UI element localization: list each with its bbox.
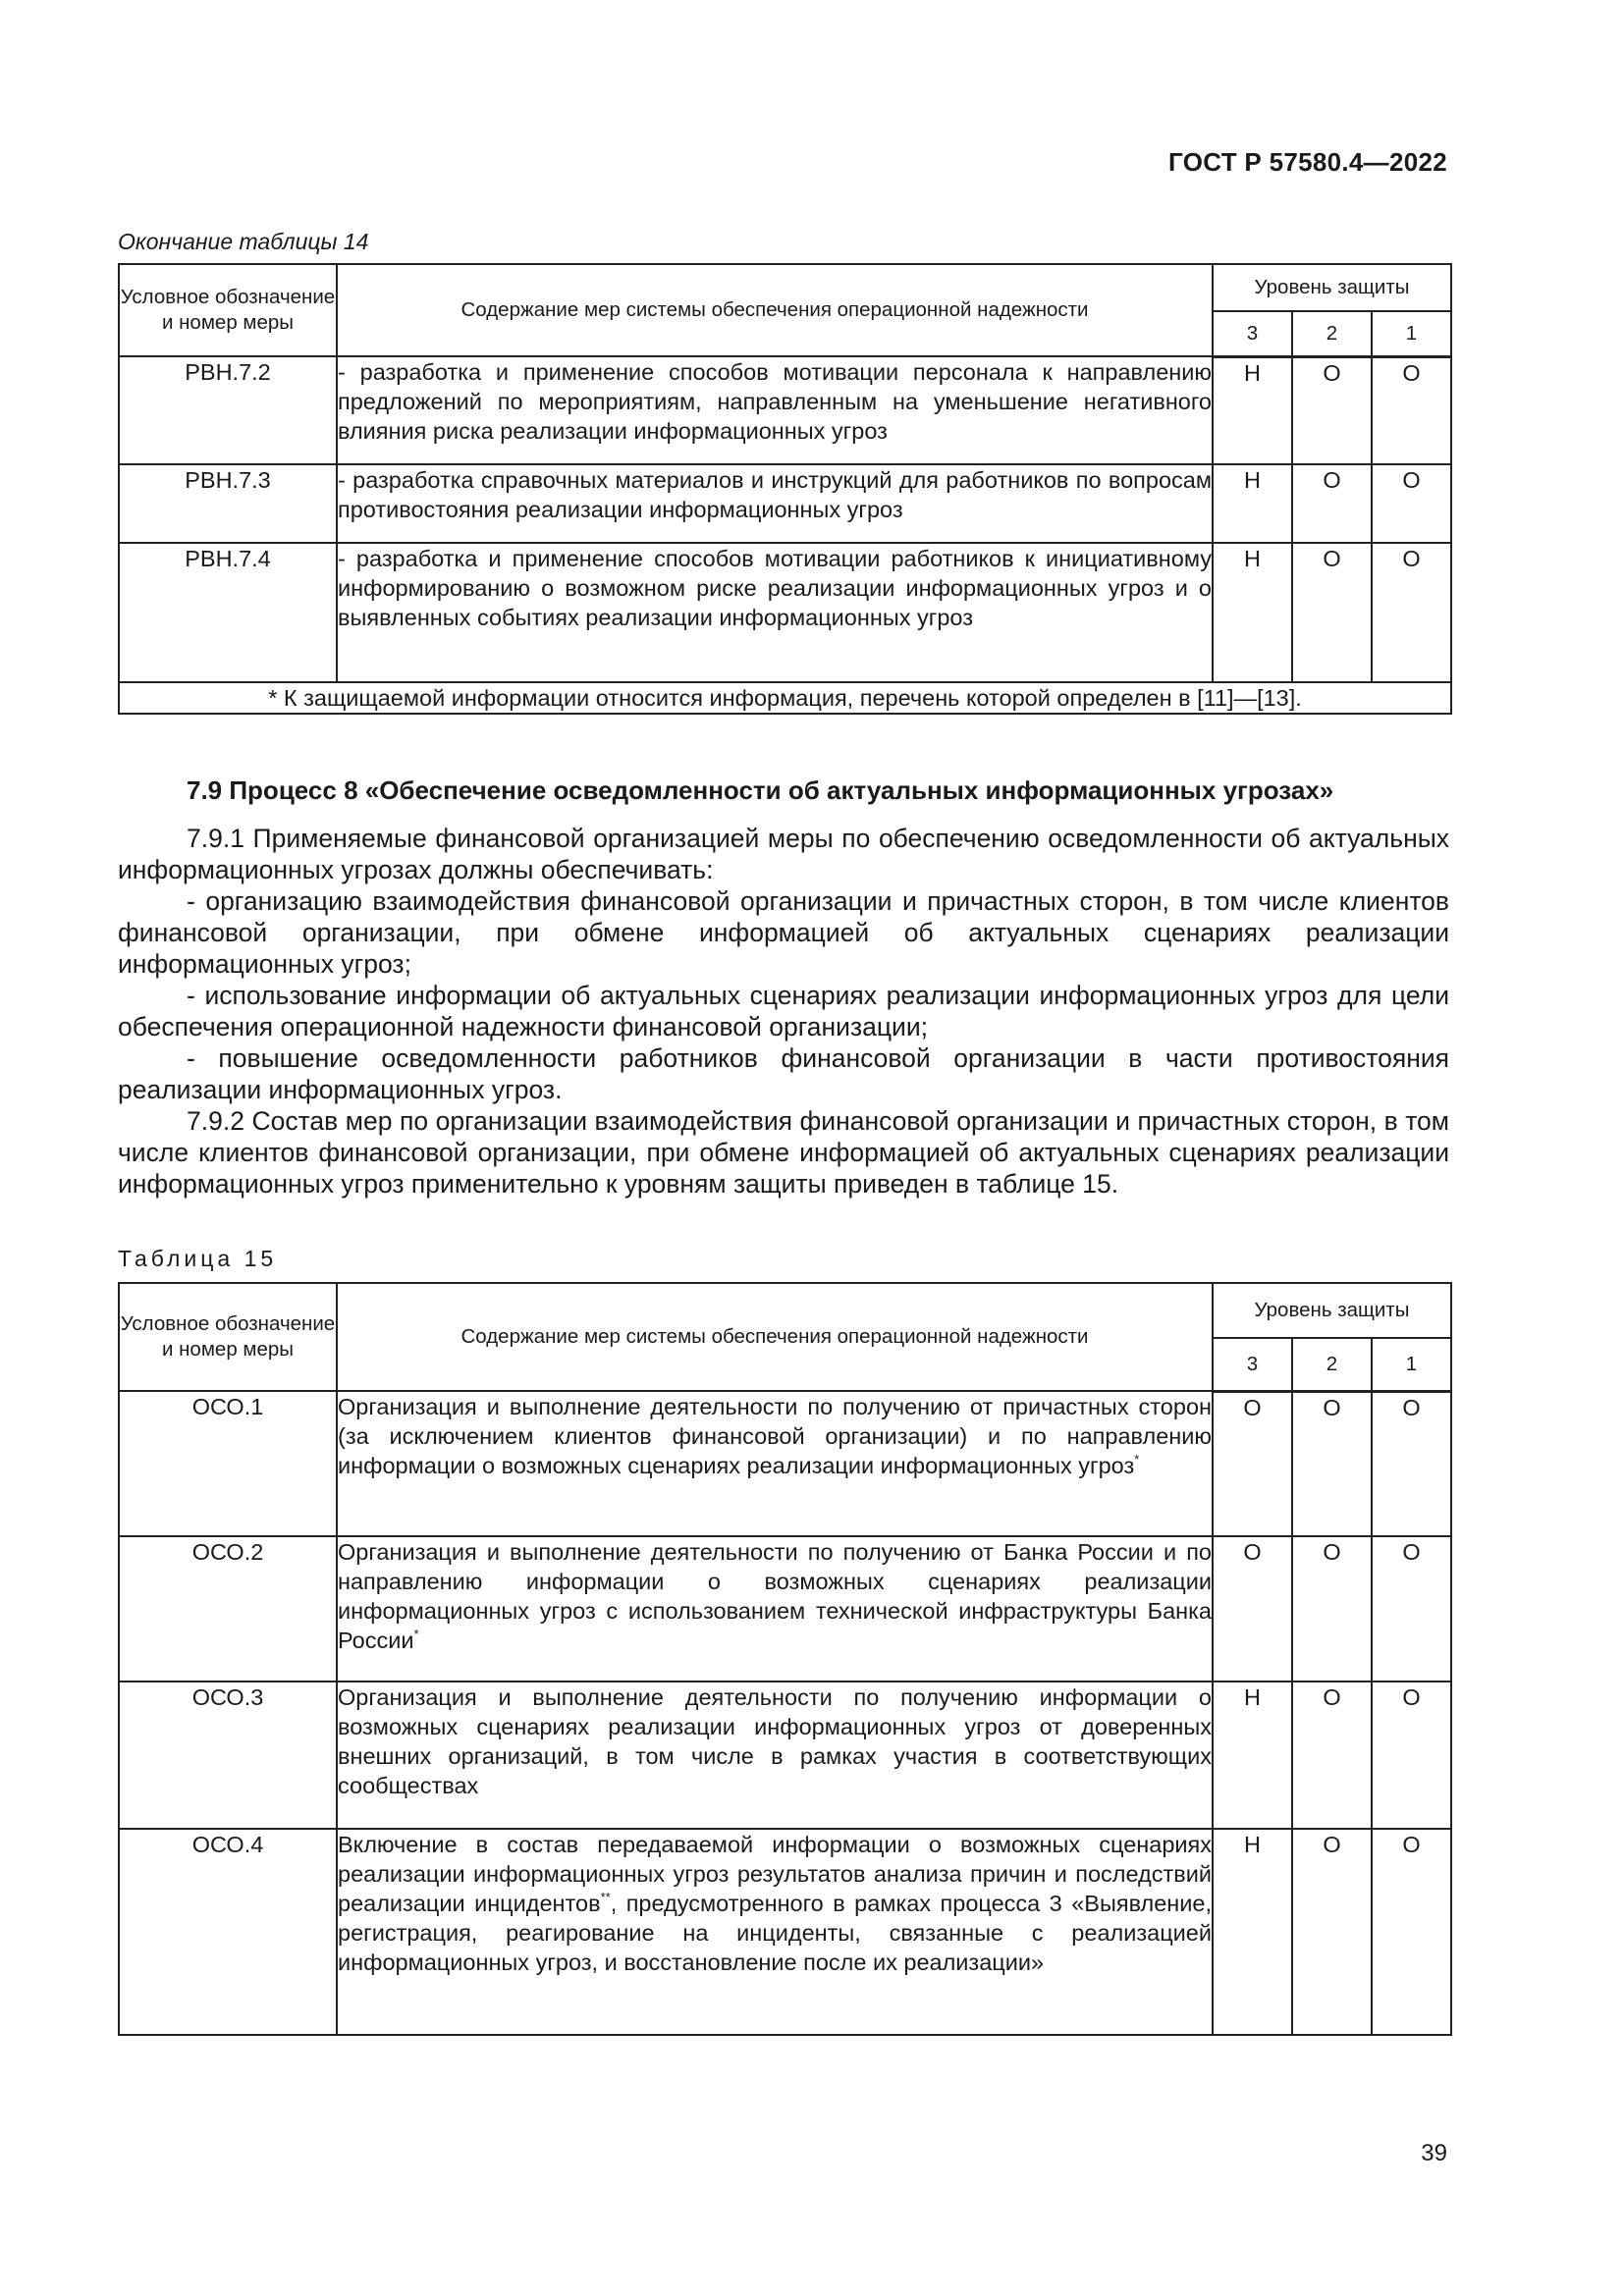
paragraph: - организацию взаимодействия финансовой организации и причастных сторон, в том числе клиентов финансовой организации, при обмене информацией об актуальных сценариях реализации информационных угроз; [118, 886, 1449, 979]
level-3-value: О [1213, 1536, 1292, 1682]
measure-text: - разработка и применение способов мотивации персонала к направлению предложений по мероприятиям, направленным на уменьшение негативного влияния риска реализации информационных угроз [337, 356, 1213, 464]
level-3-value: Н [1213, 543, 1292, 682]
table15-caption: Таблица 15 [118, 1246, 278, 1271]
level-2-value: О [1292, 1391, 1372, 1536]
level-3-value: Н [1213, 464, 1292, 543]
measure-text-main: Включение в состав передаваемой информации о возможных сценариях реализации информационных угроз результатов анализа причин и последствий реализации инцидентов [338, 1832, 1212, 1916]
measure-text-main: Организация и выполнение деятельности по получению от Банка России и по направлению информации о возможных сценариях реализации информационных угроз с использованием технической инфраструктуры Банка России [338, 1539, 1212, 1653]
paragraph: 7.9.2 Состав мер по организации взаимодействия финансовой организации и причастных сторон, в том числе клиентов финансовой организации, при обмене информацией об актуальных сценариях реализации информационных угроз применительно к уровням защиты приведен в таблице 15. [118, 1106, 1449, 1199]
measure-code: ОСО.2 [119, 1536, 337, 1682]
measure-text [337, 1829, 1213, 2035]
table-row [119, 1682, 1451, 1829]
level-3-value: О [1213, 1391, 1292, 1536]
footnote-mark: * [1134, 1452, 1140, 1467]
level-2-value: О [1292, 543, 1372, 682]
table-row [119, 356, 1451, 464]
measure-code: РВН.7.4 [119, 543, 337, 682]
measure-code: ОСО.3 [119, 1682, 337, 1829]
level-3-value: Н [1213, 1682, 1292, 1829]
level-3-value: Н [1213, 356, 1292, 464]
header-level-3: 3 [1213, 1338, 1292, 1391]
level-2-value: О [1292, 1682, 1372, 1829]
table14-caption: Окончание таблицы 14 [118, 229, 369, 254]
measure-text [337, 1391, 1213, 1536]
level-2-value: О [1292, 464, 1372, 543]
table-row [119, 1536, 1451, 1682]
measure-text-main: Организация и выполнение деятельности по получению информации о возможных сценариях реализации информационных угроз от доверенных внешних организаций, в том числе в рамках участия в соответствующих сообществах [338, 1684, 1212, 1798]
table-row [119, 1391, 1451, 1536]
header-level: Уровень защиты [1213, 1283, 1451, 1338]
level-1-value: О [1372, 1536, 1451, 1682]
measure-text: - разработка и применение способов мотивации работников к инициативному информированию о возможном риске реализации информационных угроз и о выявленных событиях реализации информационных угроз [337, 543, 1213, 682]
level-1-value: О [1372, 1391, 1451, 1536]
header-level-2: 2 [1292, 311, 1372, 356]
header-level: Уровень защиты [1213, 264, 1451, 311]
level-2-value: О [1292, 1536, 1372, 1682]
document-id: ГОСТ Р 57580.4—2022 [1168, 147, 1447, 177]
table-row [119, 1829, 1451, 2035]
table-row [119, 464, 1451, 543]
measure-text [337, 1682, 1213, 1829]
paragraph: 7.9.1 Применяемые финансовой организацией меры по обеспечению осведомленности об актуальных информационных угрозах должны обеспечивать: [118, 824, 1449, 884]
header-content: Содержание мер системы обеспечения операционной надежности [337, 264, 1213, 356]
table-row [119, 543, 1451, 682]
header-level-2: 2 [1292, 1338, 1372, 1391]
level-3-value: Н [1213, 1829, 1292, 2035]
measure-code: ОСО.4 [119, 1829, 337, 2035]
measure-text [337, 1536, 1213, 1682]
table14 [118, 263, 1452, 715]
level-1-value: О [1372, 356, 1451, 464]
header-code: Условное обозначение и номер меры [119, 264, 337, 356]
level-1-value: О [1372, 1829, 1451, 2035]
measure-code: РВН.7.2 [119, 356, 337, 464]
table15 [118, 1282, 1452, 2036]
measure-text-main: Организация и выполнение деятельности по получению от причастных сторон (за исключением клиентов финансовой организации) и по направлению информации о возможных сценариях реализации информационных угроз [338, 1394, 1212, 1478]
section-title: 7.9 Процесс 8 «Обеспечение осведомленности об актуальных информационных угрозах» [187, 775, 1334, 805]
header-code: Условное обозначение и номер меры [119, 1283, 337, 1391]
table-note-row [119, 682, 1451, 714]
measure-code: ОСО.1 [119, 1391, 337, 1536]
level-1-value: О [1372, 543, 1451, 682]
paragraph: - использование информации об актуальных сценариях реализации информационных угроз для цели обеспечения операционной надежности финансовой организации; [118, 981, 1449, 1041]
measure-text-rest: , предусмотренного в рамках процесса 3 «Выявление, регистрация, реагирование на инциденты, связанные с реализацией информационных угроз, и восстановление после их реализации» [338, 1891, 1213, 1975]
footnote-mark: * [413, 1627, 419, 1641]
table-note: * К защищаемой информации относится информация, перечень которой определен в [11]—[13]. [119, 682, 1451, 714]
header-content: Содержание мер системы обеспечения операционной надежности [337, 1283, 1213, 1391]
measure-code: РВН.7.3 [119, 464, 337, 543]
measure-text: - разработка справочных материалов и инструкций для работников по вопросам противостояния реализации информационных угроз [337, 464, 1213, 543]
section-body [118, 823, 1449, 1200]
header-level-1: 1 [1372, 1338, 1451, 1391]
level-1-value: О [1372, 464, 1451, 543]
level-1-value: О [1372, 1682, 1451, 1829]
paragraph: - повышение осведомленности работников финансовой организации в части противостояния реализации информационных угроз. [118, 1043, 1449, 1104]
footnote-mark: ** [600, 1890, 611, 1904]
level-2-value: О [1292, 356, 1372, 464]
header-level-3: 3 [1213, 311, 1292, 356]
level-2-value: О [1292, 1829, 1372, 2035]
header-level-1: 1 [1372, 311, 1451, 356]
page-number: 39 [1421, 2140, 1447, 2166]
